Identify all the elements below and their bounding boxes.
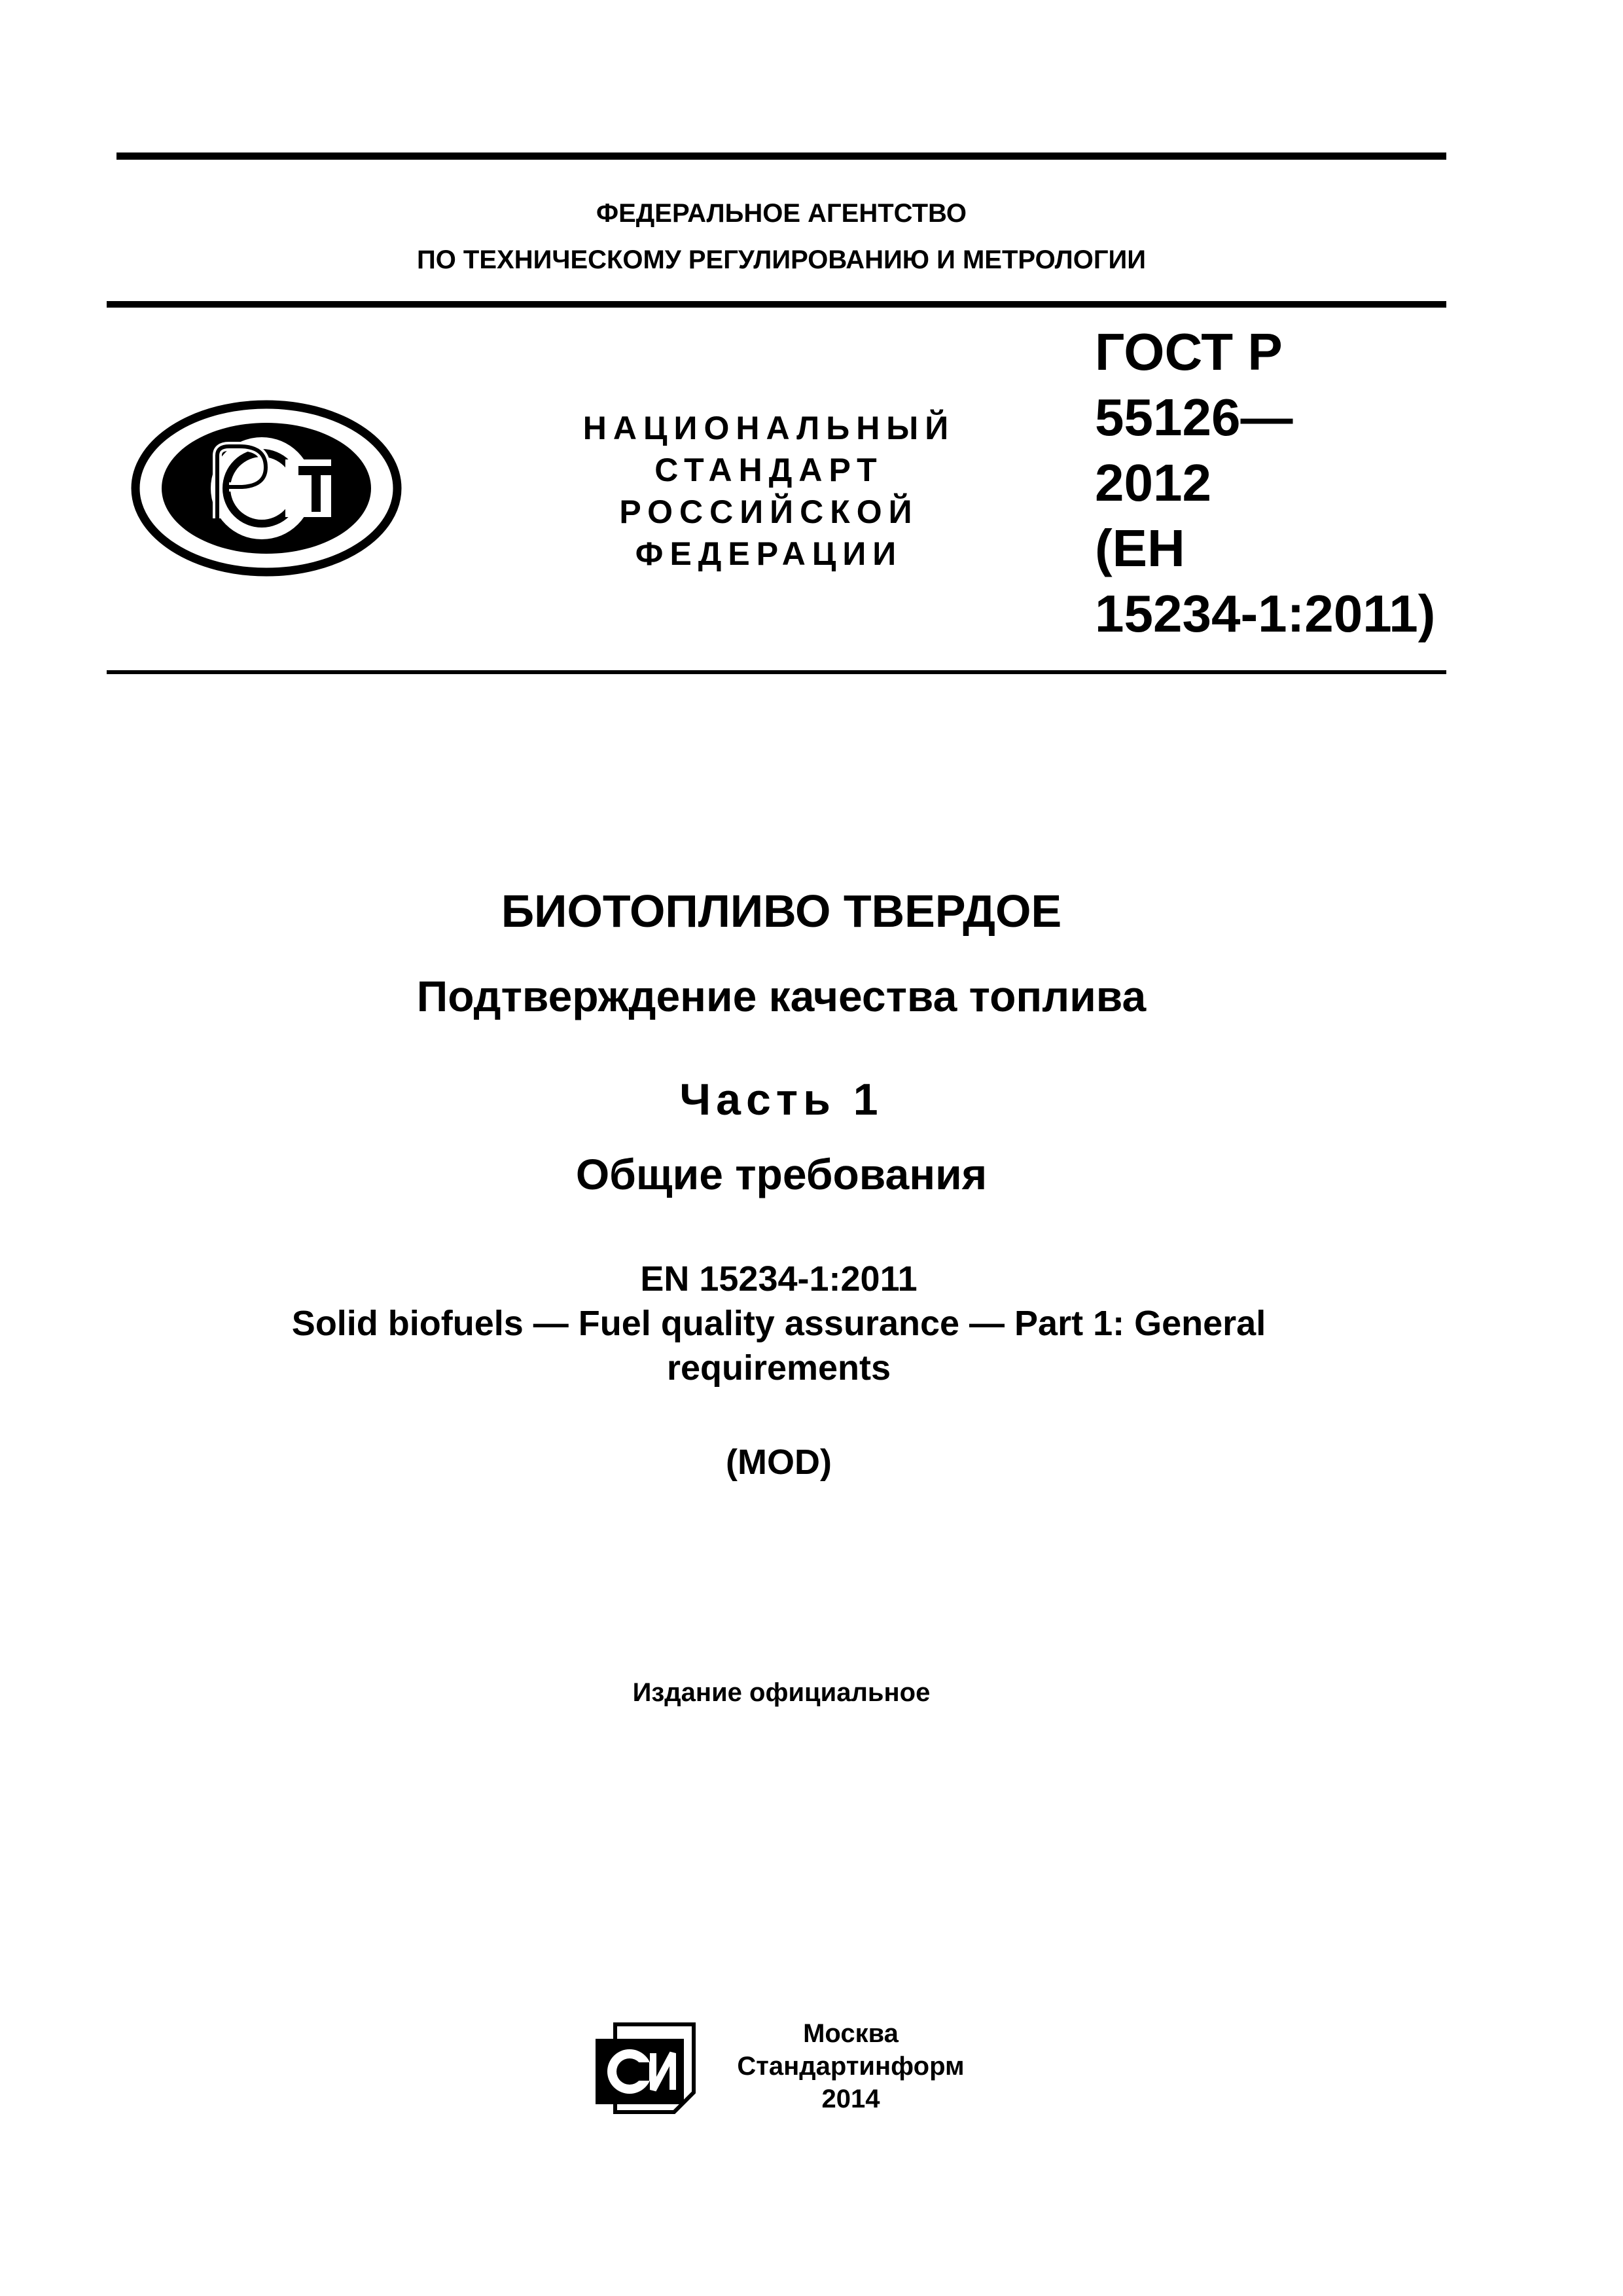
gost-line-5: 15234-1:2011) <box>1095 584 1436 643</box>
modification-mark: (MOD) <box>726 1443 832 1482</box>
national-line-3: РОССИЙСКОЙ <box>619 493 919 530</box>
document-part: Часть 1 <box>679 1075 883 1124</box>
publisher-year: 2014 <box>821 2085 880 2113</box>
gost-line-3: 2012 <box>1095 454 1211 512</box>
national-line-2: СТАНДАРТ <box>654 452 883 488</box>
header-divider <box>107 301 1446 308</box>
document-title: БИОТОПЛИВО ТВЕРДОЕ <box>501 886 1062 937</box>
top-divider <box>116 152 1446 160</box>
title-divider <box>107 670 1446 674</box>
standartinform-logo-icon <box>589 2019 697 2117</box>
national-line-1: НАЦИОНАЛЬНЫЙ <box>582 410 955 446</box>
edition-label: Издание официальное <box>632 1678 931 1707</box>
agency-line-1: ФЕДЕРАЛЬНОЕ АГЕНТСТВО <box>596 199 967 228</box>
document-part-title: Общие требования <box>575 1150 988 1198</box>
publisher-info <box>710 2017 991 2115</box>
national-line-4: ФЕДЕРАЦИИ <box>635 535 903 572</box>
international-code: EN 15234-1:2011 <box>640 1259 918 1299</box>
international-title: Solid biofuels — Fuel quality assurance — Part 1: General requirements <box>291 1304 1266 1388</box>
gost-line-2: 55126— <box>1095 388 1293 446</box>
agency-line-2: ПО ТЕХНИЧЕСКОМУ РЕГУЛИРОВАНИЮ И МЕТРОЛОГИИ <box>416 245 1147 274</box>
gost-line-1: ГОСТ Р <box>1095 323 1283 381</box>
national-standard-label <box>553 407 985 575</box>
gost-r-mark-icon <box>131 399 402 578</box>
publisher-name: Стандартинформ <box>737 2052 965 2081</box>
gost-designation <box>1095 319 1448 647</box>
document-subtitle: Подтверждение качества топлива <box>416 972 1147 1020</box>
publisher-city: Москва <box>803 2019 899 2048</box>
gost-line-4: (ЕН <box>1095 519 1185 577</box>
